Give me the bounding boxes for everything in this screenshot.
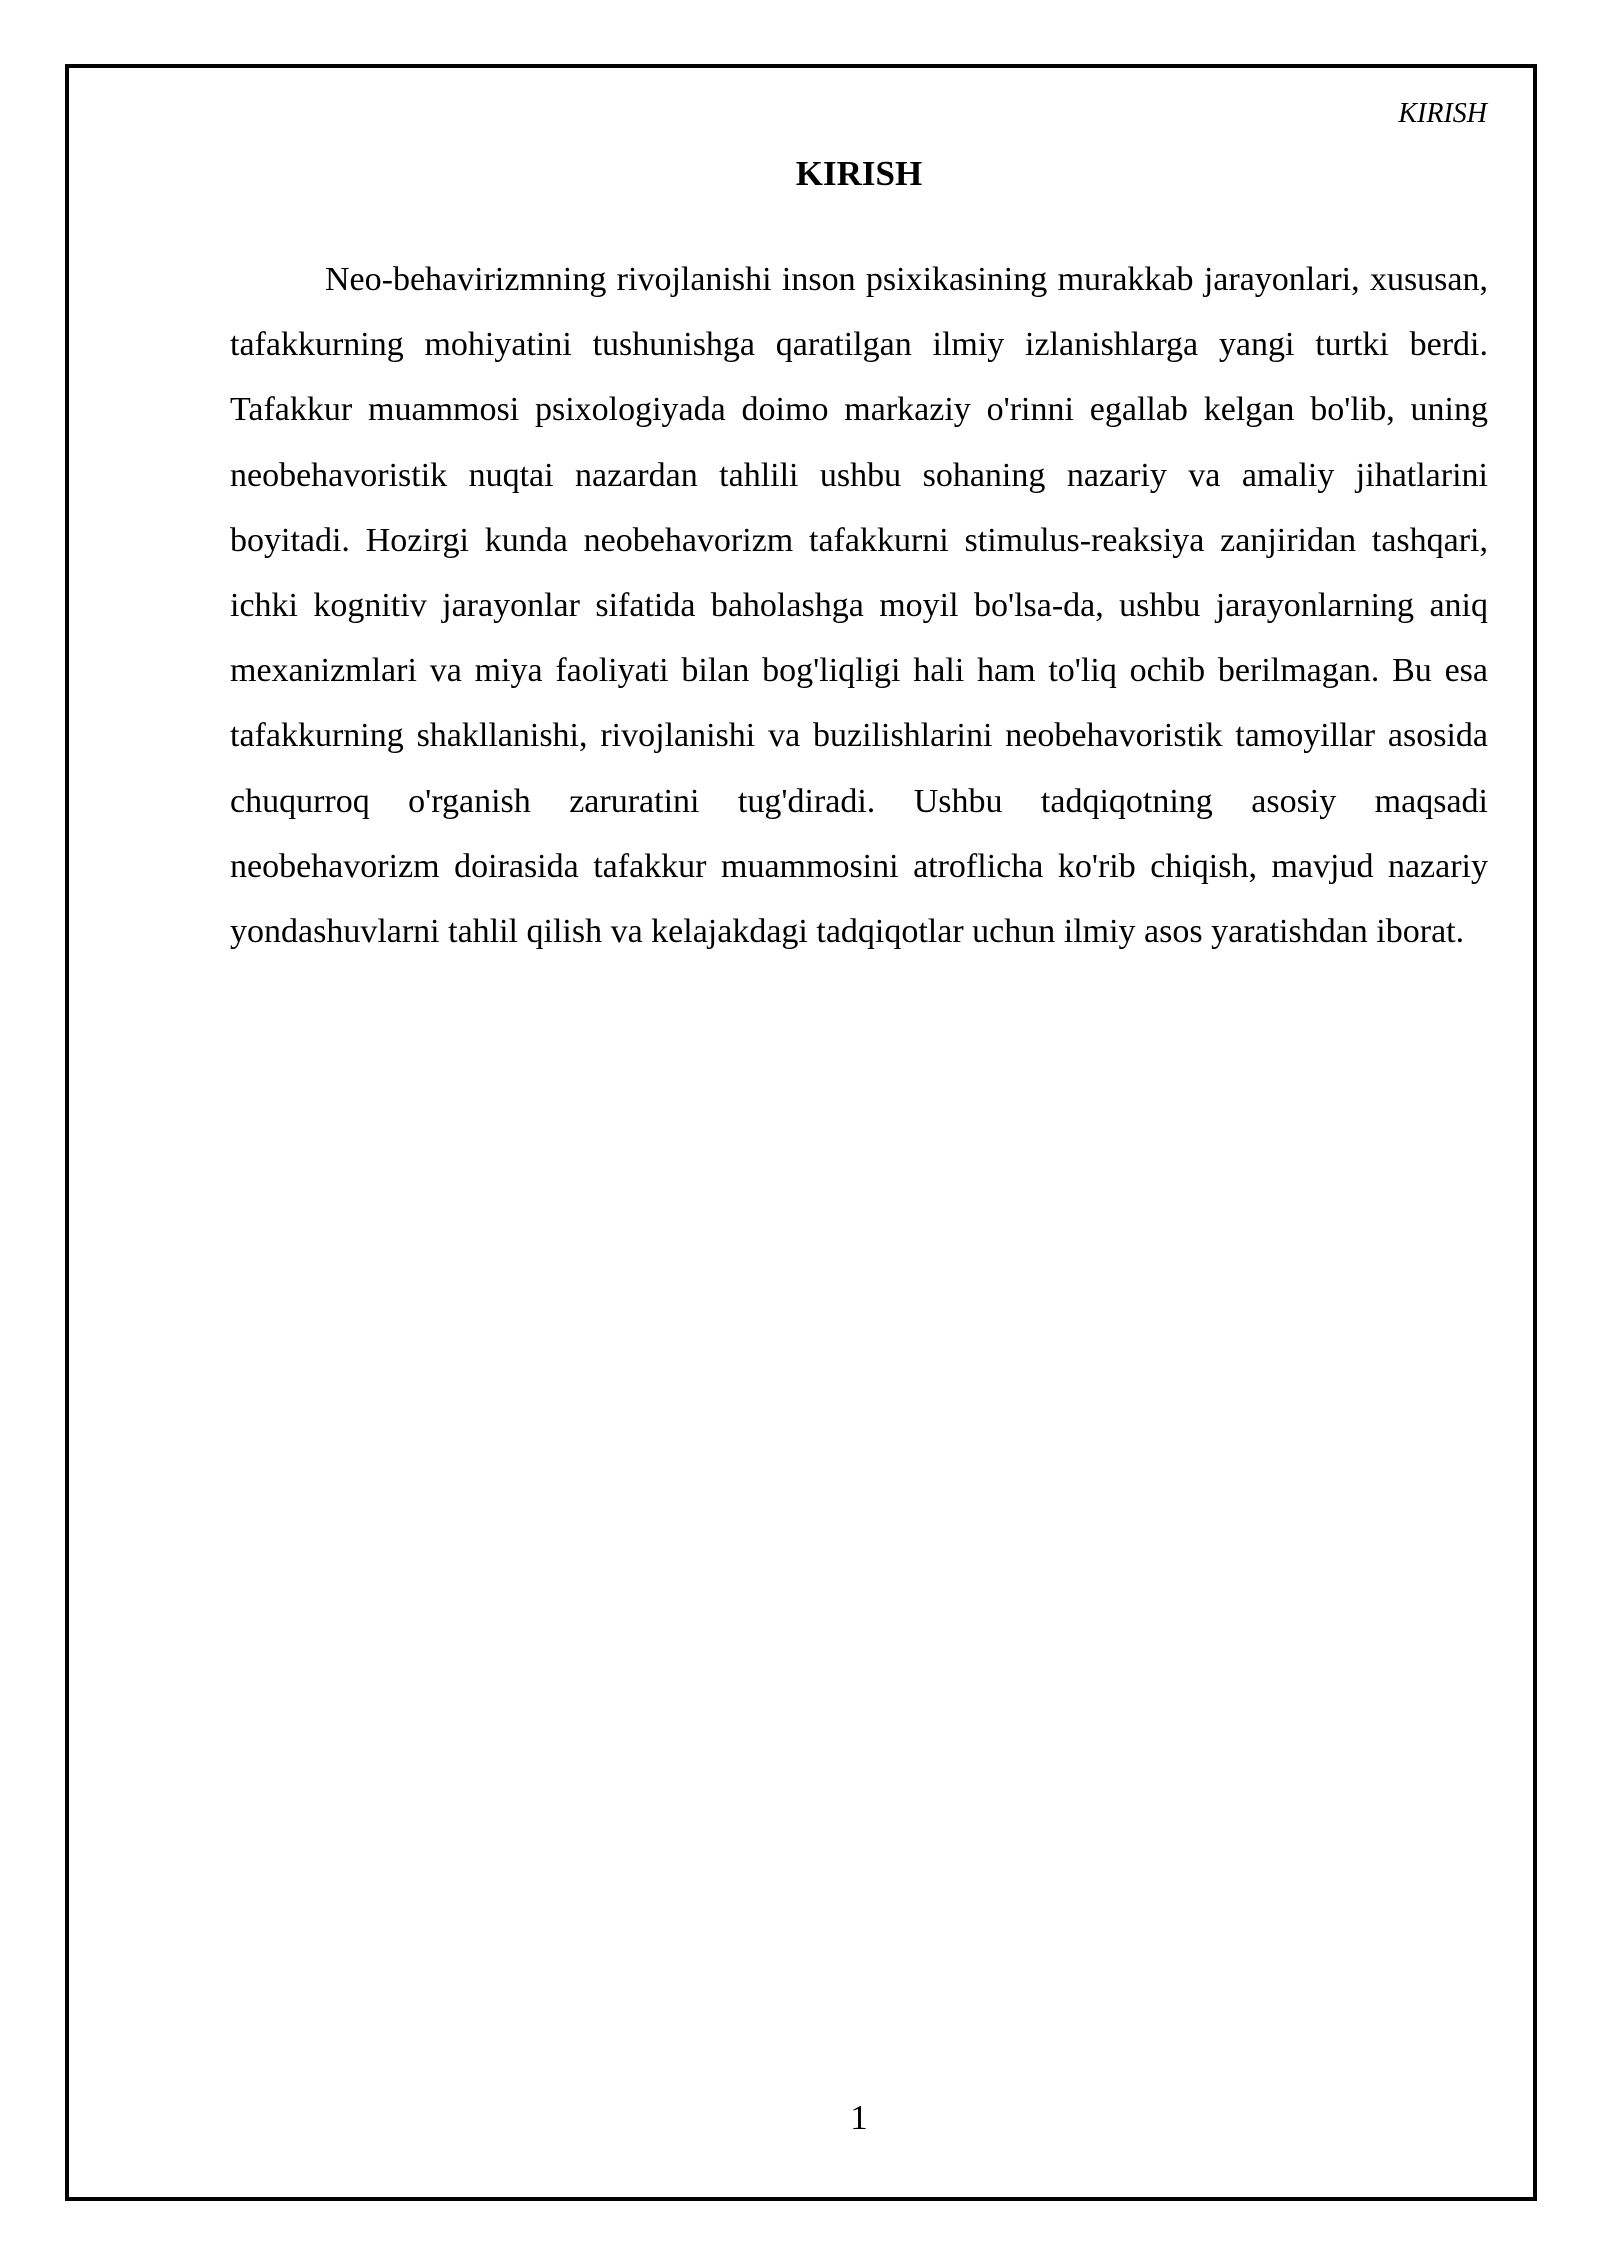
body-paragraph: Neo-behavirizmning rivojlanishi inson psixikasining murakkab jarayonlari, xususan, tafakkurning mohiyatini tushunishga qaratilgan ilmiy izlanishlarga yangi turtki berdi. Tafakkur muammosi psixologiyada doimo markaziy o'rinni egallab kelgan bo'lib, uning neobehavoristik nuqtai nazardan tahlili ushbu sohaning nazariy va amaliy jihatlarini boyitadi. Hozirgi kunda neobehavorizm tafakkurni stimulus-reaksiya zanjiridan tashqari, ichki kognitiv jarayonlar sifatida baholashga moyil bo'lsa-da, ushbu jarayonlarning aniq mexanizmlari va miya faoliyati bilan bog'liqligi hali ham to'liq ochib berilmagan. Bu esa tafakkurning shakllanishi, rivojlanishi va buzilishlarini neobehavoristik tamoyillar asosida chuqurroq o'rganish zaruratini tug'diradi. Ushbu tadqiqotning asosiy maqsadi neobehavorizm doirasida tafakkur muammosini atroflicha ko'rib chiqish, mavjud nazariy yondashuvlarni tahlil qilish va kelajakdagi tadqiqotlar uchun ilmiy asos yaratishdan iborat.	[230, 261, 1488, 951]
section-title: KIRISH	[795, 154, 923, 193]
running-header: KIRISH	[1398, 98, 1487, 129]
page-number: 1	[850, 2098, 868, 2137]
